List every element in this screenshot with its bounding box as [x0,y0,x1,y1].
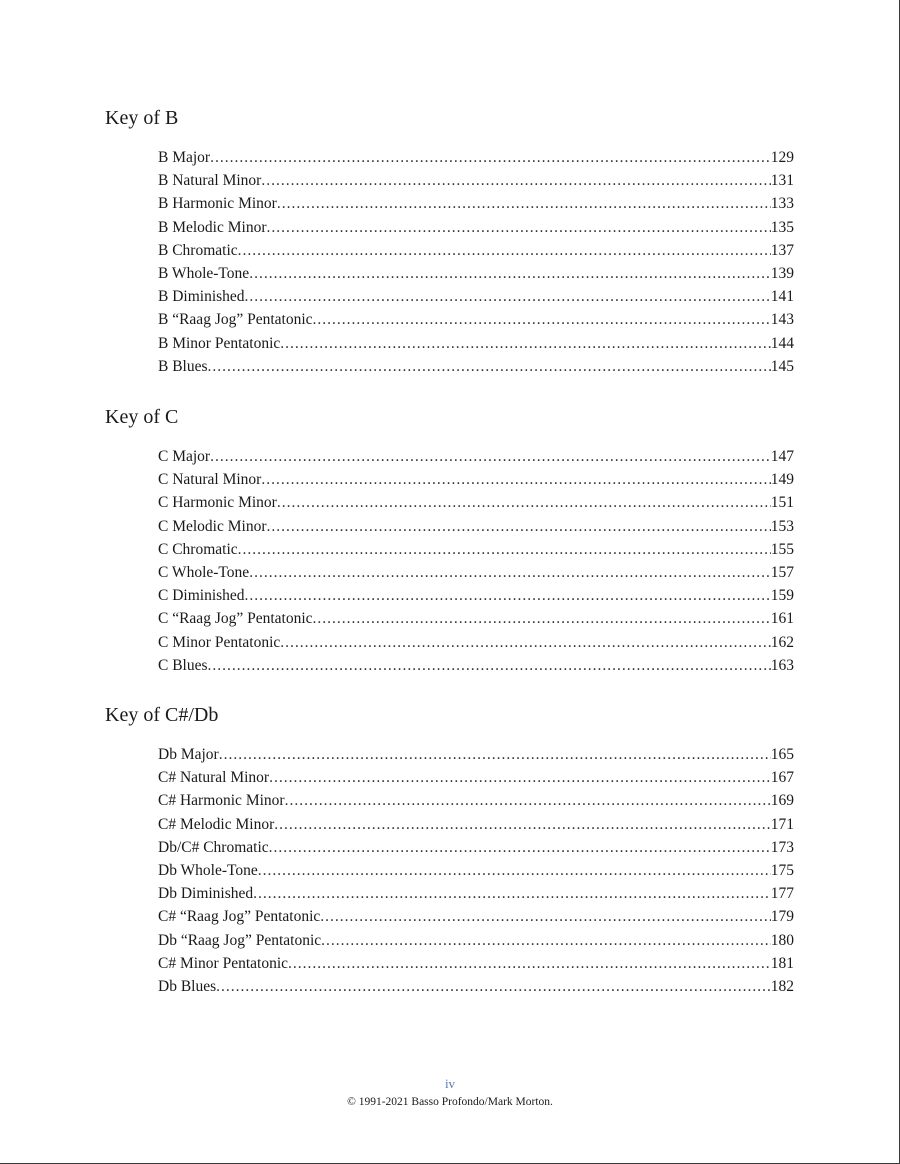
toc-entry[interactable] [158,743,794,766]
dot-leader [210,146,771,169]
toc-entry-label: C Diminished [158,587,245,605]
dot-leader [277,491,771,514]
toc-entry-label: Db/C# Chromatic [158,838,269,856]
toc-list [158,743,794,998]
toc-entry[interactable] [158,766,794,789]
toc-section-key-of-b [105,106,805,378]
toc-entry-page: 143 [770,311,794,329]
toc-entry[interactable] [158,445,794,468]
toc-entry[interactable] [158,813,794,836]
toc-entry-label: B Melodic Minor [158,218,267,236]
toc-entry[interactable] [158,216,794,239]
toc-entry-label: Db “Raag Jog” Pentatonic [158,931,322,949]
dot-leader [249,561,771,584]
toc-entry-label: B Diminished [158,288,245,306]
dot-leader [219,743,771,766]
dot-leader [274,813,771,836]
toc-entry-page: 147 [770,448,794,465]
toc-entry-page: 180 [770,931,794,949]
dot-leader [269,766,771,789]
dot-leader [261,468,770,491]
toc-entry-label: B Whole-Tone [158,264,250,282]
toc-entry-page: 129 [770,149,794,166]
toc-entry-label: C# Melodic Minor [158,815,275,833]
toc-entry-label: C Major [158,448,211,465]
toc-entry-label: C# “Raag Jog” Pentatonic [158,908,321,926]
toc-entry-page: 171 [770,815,794,833]
toc-entry-page: 145 [770,357,794,375]
toc-section-key-of-c-sharp-d-flat [105,703,805,998]
toc-entry-label: Db Major [158,746,219,763]
toc-entry-label: B Blues [158,357,208,375]
toc-entry-page: 137 [770,241,794,259]
dot-leader [249,262,771,285]
toc-entry[interactable] [158,561,794,584]
toc-entry[interactable] [158,929,794,952]
toc-entry-page: 159 [770,587,794,605]
toc-entry[interactable] [158,789,794,812]
toc-entry-page: 173 [770,838,794,856]
toc-entry-page: 155 [770,540,794,558]
toc-entry-label: C Chromatic [158,540,238,558]
dot-leader [216,975,771,998]
dot-leader [245,285,771,308]
dot-leader [253,882,771,905]
copyright-notice: © 1991-2021 Basso Profondo/Mark Morton. [347,1096,553,1108]
section-heading: Key of C [105,406,179,428]
section-heading: Key of B [105,107,179,129]
toc-entry-label: C “Raag Jog” Pentatonic [158,610,313,628]
toc-list [158,146,794,378]
toc-entry[interactable] [158,882,794,905]
toc-entry-page: 162 [770,633,794,651]
toc-entry-label: C Harmonic Minor [158,494,277,512]
dot-leader [313,607,771,630]
toc-entry-label: C Minor Pentatonic [158,633,281,651]
toc-entry-page: 179 [770,908,794,926]
dot-leader [261,169,770,192]
toc-entry-page: 157 [770,563,794,581]
dot-leader [277,192,771,215]
toc-entry[interactable] [158,192,794,215]
dot-leader [280,631,770,654]
dot-leader [238,538,771,561]
toc-entry[interactable] [158,332,794,355]
page-number: iv [444,1076,456,1091]
toc-entry[interactable] [158,262,794,285]
toc-entry-label: B “Raag Jog” Pentatonic [158,311,313,329]
dot-leader [280,332,770,355]
toc-entry[interactable] [158,952,794,975]
toc-entry-page: 177 [770,885,794,903]
toc-entry[interactable] [158,308,794,331]
toc-entry-label: C Melodic Minor [158,517,267,535]
toc-entry[interactable] [158,631,794,654]
toc-entry-page: 133 [770,195,794,213]
toc-entry-label: C# Harmonic Minor [158,792,285,810]
toc-entry-page: 149 [770,471,794,489]
dot-leader [258,859,771,882]
toc-entry-label: B Chromatic [158,241,238,259]
toc-entry-page: 151 [770,494,794,512]
toc-entry-label: B Minor Pentatonic [158,334,281,352]
toc-entry-label: C# Natural Minor [158,769,270,787]
dot-leader [238,239,771,262]
section-heading: Key of C#/Db [105,704,219,726]
dot-leader [288,952,771,975]
dot-leader [267,515,771,538]
toc-entry[interactable] [158,355,794,378]
toc-entry-label: C Whole-Tone [158,563,250,581]
toc-entry[interactable] [158,146,794,169]
toc-entry[interactable] [158,584,794,607]
dot-leader [321,929,771,952]
toc-entry-label: B Harmonic Minor [158,195,277,213]
toc-entry[interactable] [158,975,794,998]
toc-entry-page: 131 [770,172,794,190]
toc-entry-page: 135 [770,218,794,236]
toc-entry-label: Db Diminished [158,885,254,903]
toc-entry-page: 165 [770,746,794,763]
toc-entry-page: 161 [770,610,794,628]
toc-entry-page: 163 [770,656,794,674]
toc-entry[interactable] [158,285,794,308]
toc-entry[interactable] [158,515,794,538]
toc-entry-page: 175 [770,861,794,879]
toc-entry[interactable] [158,468,794,491]
toc-entry[interactable] [158,836,794,859]
toc-entry[interactable] [158,905,794,928]
dot-leader [245,584,771,607]
toc-entry[interactable] [158,859,794,882]
toc-entry-page: 153 [770,517,794,535]
toc-entry-page: 167 [770,769,794,787]
toc-entry-page: 181 [770,954,794,972]
dot-leader [269,836,771,859]
toc-entry-label: Db Blues [158,977,217,995]
toc-entry[interactable] [158,169,794,192]
toc-entry-label: B Major [158,149,211,166]
toc-section-key-of-c [105,405,805,677]
dot-leader [320,905,770,928]
toc-entry[interactable] [158,607,794,630]
dot-leader [285,789,771,812]
dot-leader [267,216,771,239]
toc-entry-page: 144 [770,334,794,352]
dot-leader [313,308,771,331]
toc-entry[interactable] [158,538,794,561]
toc-entry-label: Db Whole-Tone [158,861,258,879]
toc-entry[interactable] [158,491,794,514]
toc-entry-label: C Natural Minor [158,471,262,489]
toc-entry-label: C Blues [158,656,208,674]
toc-entry-page: 182 [770,977,794,995]
toc-list [158,445,794,677]
toc-entry-page: 169 [770,792,794,810]
toc-entry[interactable] [158,654,794,677]
toc-entry-page: 141 [770,288,794,306]
dot-leader [210,445,771,468]
dot-leader [208,654,771,677]
toc-entry[interactable] [158,239,794,262]
dot-leader [208,355,771,378]
toc-entry-page: 139 [770,264,794,282]
toc-entry-label: B Natural Minor [158,172,262,190]
toc-entry-label: C# Minor Pentatonic [158,954,289,972]
